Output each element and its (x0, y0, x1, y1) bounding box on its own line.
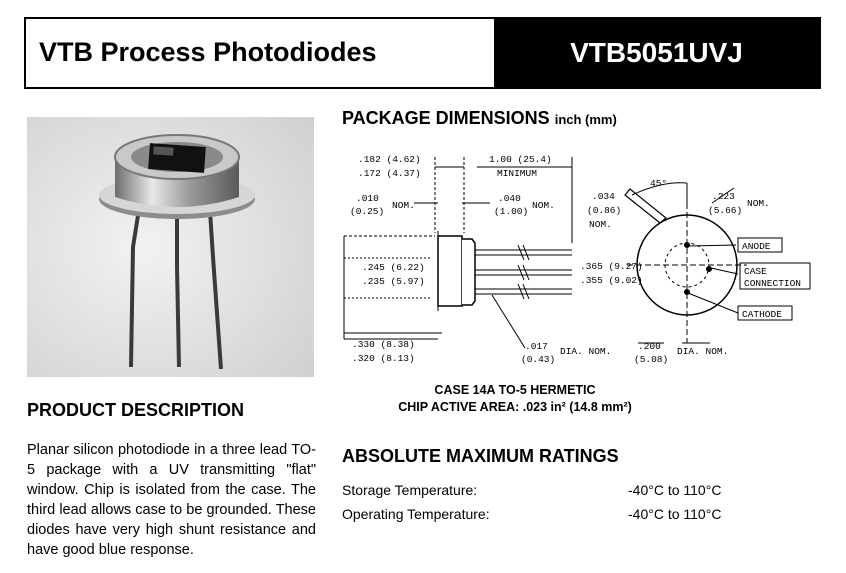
package-drawing (342, 143, 822, 373)
rating-row-storage (342, 482, 722, 498)
label-cathode: CATHODE (742, 309, 782, 320)
dim-182: .182 (4.62) (358, 154, 421, 165)
dim-100mm: (1.00) (494, 206, 529, 217)
dim-223-nom: NOM. (747, 198, 770, 209)
product-description-text: Planar silicon photodiode in a three lead TO-5 package with a UV transmitting "flat" window. Chip is isolated from the case. The third lead allows case to be grounded. These diodes have very high shunt resistance and have good blue response. (27, 442, 316, 558)
dim-320: .320 (8.13) (352, 353, 415, 364)
chip-active-area: CHIP ACTIVE AREA: .023 in² (14.8 mm²) (398, 400, 632, 414)
dim-010: .010 (356, 193, 379, 204)
dim-010-nom: NOM. (392, 200, 415, 211)
dim-040-nom: NOM. (532, 200, 555, 211)
dim-025: (0.25) (350, 206, 385, 217)
rating-label: Operating Temperature: (342, 506, 490, 522)
dim-017: .017 (525, 341, 548, 352)
dim-034-nom: NOM. (589, 219, 612, 230)
package-heading-text: PACKAGE DIMENSIONS (342, 108, 550, 128)
dim-043: (0.43) (521, 354, 556, 365)
ratings-heading: ABSOLUTE MAXIMUM RATINGS (342, 446, 619, 466)
dim-365: .365 (9.27) (580, 261, 643, 272)
rating-row-operating (342, 506, 722, 522)
dim-minimum: MINIMUM (497, 168, 537, 179)
dim-172: .172 (4.37) (358, 168, 421, 179)
dim-223: .223 (712, 191, 735, 202)
dim-330: .330 (8.38) (352, 339, 415, 350)
dim-angle: 45° (650, 178, 668, 189)
header-part-panel (494, 19, 819, 87)
dim-017-nom: DIA. NOM. (560, 346, 612, 357)
dim-086: (0.86) (587, 205, 622, 216)
header-title-panel (26, 19, 494, 87)
dim-200: .200 (638, 341, 661, 352)
product-photo (27, 117, 314, 377)
package-unit: inch (mm) (554, 112, 617, 127)
case-type: CASE 14A TO-5 HERMETIC (434, 383, 596, 397)
label-case: CASE (744, 266, 767, 277)
dim-235: .235 (5.97) (362, 276, 425, 287)
package-dimensions-heading (342, 108, 617, 129)
product-description-heading: PRODUCT DESCRIPTION (27, 400, 245, 420)
case-info (342, 382, 688, 416)
rating-label: Storage Temperature: (342, 482, 478, 498)
label-case-connection: CONNECTION (744, 278, 802, 289)
dim-200-nom: DIA. NOM. (677, 346, 729, 357)
label-anode: ANODE (742, 241, 771, 252)
dim-566: (5.66) (708, 205, 743, 216)
dim-040: .040 (498, 193, 521, 204)
dim-245: .245 (6.22) (362, 262, 425, 273)
page-title: VTB Process Photodiodes (39, 37, 377, 67)
dim-034: .034 (592, 191, 615, 202)
dim-355: .355 (9.02) (580, 275, 643, 286)
rating-value: -40°C to 110°C (628, 482, 722, 498)
part-number: VTB5051UVJ (570, 37, 743, 68)
header-banner (24, 17, 821, 89)
dim-508: (5.08) (634, 354, 669, 365)
dim-100: 1.00 (25.4) (489, 154, 552, 165)
rating-value: -40°C to 110°C (628, 506, 722, 522)
